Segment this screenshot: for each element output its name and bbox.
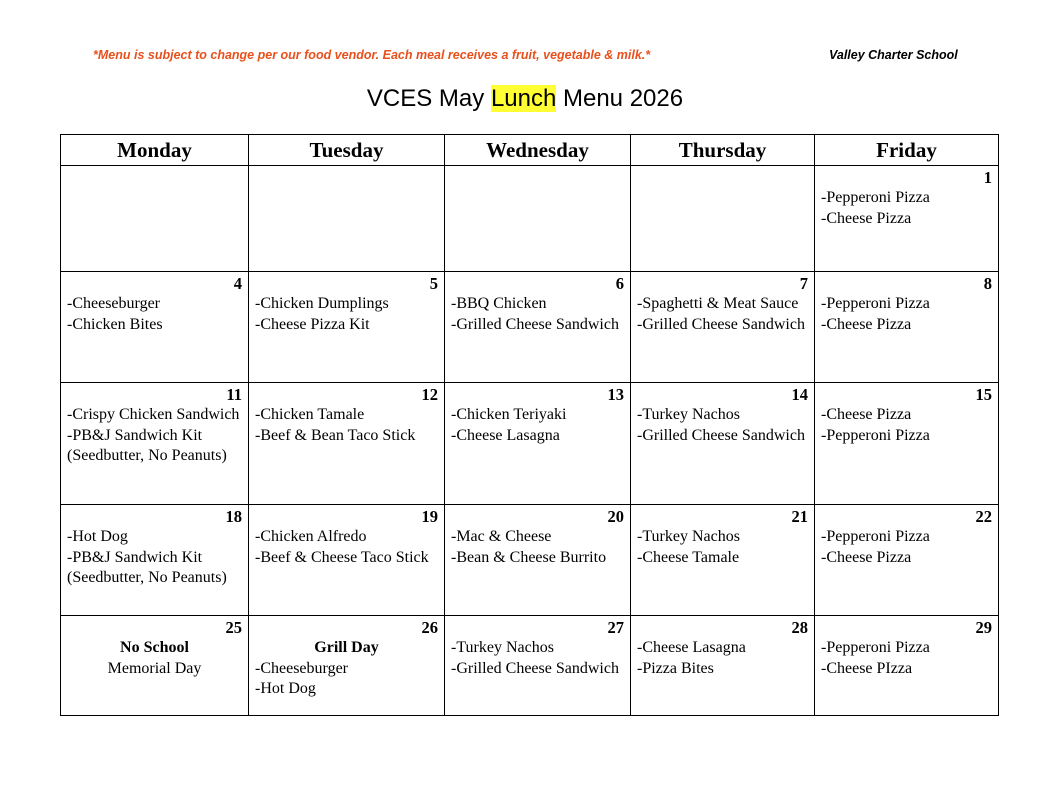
- menu-item: -Cheeseburger: [255, 659, 348, 677]
- day-number: [451, 168, 624, 188]
- day-number: [255, 168, 438, 188]
- day-cell: [815, 383, 999, 505]
- menu-item: -Cheeseburger: [67, 295, 160, 312]
- day-number: 27: [607, 618, 624, 637]
- menu-item: -Grilled Cheese Sandwich: [451, 315, 619, 333]
- day-cell: [61, 383, 249, 505]
- menu-item: -Cheese Lasagna: [637, 639, 746, 656]
- menu-item: -Hot Dog: [255, 680, 316, 697]
- day-number: 14: [791, 385, 808, 404]
- menu-item: -Cheese Pizza: [821, 406, 912, 423]
- menu-item: -Pepperoni Pizza: [821, 528, 930, 545]
- day-cell: [249, 383, 445, 505]
- day-event-title: No School: [120, 639, 189, 656]
- day-cell: [249, 272, 445, 383]
- menu-item: -Turkey Nachos: [451, 639, 554, 656]
- menu-item: -Chicken Teriyaki: [451, 406, 567, 423]
- day-event-title: Grill Day: [314, 639, 379, 656]
- day-cell: [631, 383, 815, 505]
- day-number: 7: [799, 274, 808, 293]
- title-highlight: Lunch: [490, 85, 557, 112]
- day-cell: [815, 272, 999, 383]
- day-number: 21: [791, 507, 808, 526]
- menu-item: -Pizza Bites: [637, 659, 714, 677]
- day-number: 4: [233, 274, 242, 293]
- day-number: 1: [983, 168, 992, 187]
- weekday-header: Tuesday: [249, 135, 445, 166]
- day-number: 5: [429, 274, 438, 293]
- menu-item: -Cheese Tamale: [637, 548, 740, 566]
- day-number: 6: [615, 274, 624, 293]
- page-title: [0, 85, 1050, 113]
- day-cell: [61, 166, 249, 272]
- day-number: 26: [421, 618, 438, 637]
- menu-item: -BBQ Chicken: [451, 295, 547, 312]
- day-cell: [631, 505, 815, 616]
- menu-item: -Grilled Cheese Sandwich: [637, 315, 805, 333]
- day-cell: [445, 383, 631, 505]
- day-cell: [61, 272, 249, 383]
- day-number: [67, 168, 242, 188]
- day-number: 13: [607, 385, 624, 404]
- menu-item: -Pepperoni Pizza: [821, 189, 930, 206]
- week-row: [61, 383, 999, 505]
- menu-item: -Beef & Cheese Taco Stick: [255, 548, 429, 566]
- menu-item: -PB&J Sandwich Kit (Seedbutter, No Peanuts): [67, 548, 227, 586]
- menu-item: -Pepperoni Pizza: [821, 426, 930, 444]
- day-cell: [815, 505, 999, 616]
- menu-item: -Hot Dog: [67, 528, 128, 545]
- week-row: [61, 272, 999, 383]
- day-number: 25: [225, 618, 242, 637]
- day-cell: [631, 616, 815, 716]
- day-number: 15: [975, 385, 992, 404]
- weekday-header: Friday: [815, 135, 999, 166]
- lunch-calendar: [60, 134, 999, 716]
- weekday-header: Wednesday: [445, 135, 631, 166]
- day-cell: [445, 505, 631, 616]
- menu-item: -Turkey Nachos: [637, 528, 740, 545]
- week-row: [61, 616, 999, 716]
- weekday-header: Monday: [61, 135, 249, 166]
- menu-item: -Cheese Lasagna: [451, 426, 560, 444]
- menu-item: -Turkey Nachos: [637, 406, 740, 423]
- menu-item: -Grilled Cheese Sandwich: [637, 426, 805, 444]
- day-cell: [815, 616, 999, 716]
- menu-item: -Chicken Tamale: [255, 406, 365, 423]
- day-number: 12: [421, 385, 438, 404]
- menu-item: -Pepperoni Pizza: [821, 639, 930, 656]
- weekday-header-row: [61, 135, 999, 166]
- menu-item: -Chicken Dumplings: [255, 295, 389, 312]
- day-cell: [445, 272, 631, 383]
- day-cell: [445, 616, 631, 716]
- menu-item: -Cheese PIzza: [821, 659, 913, 677]
- menu-item: -Chicken Bites: [67, 315, 163, 333]
- day-number: 18: [225, 507, 242, 526]
- day-cell: [631, 272, 815, 383]
- day-cell: [631, 166, 815, 272]
- day-number: 29: [975, 618, 992, 637]
- menu-item: -Spaghetti & Meat Sauce: [637, 295, 799, 312]
- menu-item: -Chicken Alfredo: [255, 528, 367, 545]
- week-row: [61, 505, 999, 616]
- day-cell: [249, 505, 445, 616]
- day-cell: [445, 166, 631, 272]
- menu-item: -PB&J Sandwich Kit (Seedbutter, No Peanuts): [67, 426, 227, 464]
- menu-item: -Cheese Pizza Kit: [255, 315, 370, 333]
- menu-item: -Cheese Pizza: [821, 548, 912, 566]
- menu-item: -Pepperoni Pizza: [821, 295, 930, 312]
- school-name: Valley Charter School: [829, 48, 958, 62]
- calendar-body: [61, 166, 999, 716]
- day-cell: [815, 166, 999, 272]
- day-cell: [61, 505, 249, 616]
- day-number: 28: [791, 618, 808, 637]
- day-cell: [249, 616, 445, 716]
- menu-item: -Grilled Cheese Sandwich: [451, 659, 619, 677]
- menu-notice: *Menu is subject to change per our food vendor. Each meal receives a fruit, vegetable & milk.*: [93, 48, 651, 62]
- day-number: 11: [226, 385, 242, 404]
- menu-item: -Mac & Cheese: [451, 528, 552, 545]
- day-event-note: Memorial Day: [107, 659, 202, 677]
- day-number: 20: [607, 507, 624, 526]
- day-cell: [249, 166, 445, 272]
- menu-item: -Cheese Pizza: [821, 315, 912, 333]
- day-number: 22: [975, 507, 992, 526]
- day-cell: [61, 616, 249, 716]
- week-row: [61, 166, 999, 272]
- menu-item: -Beef & Bean Taco Stick: [255, 426, 416, 444]
- menu-item: -Bean & Cheese Burrito: [451, 548, 607, 566]
- weekday-header: Thursday: [631, 135, 815, 166]
- day-number: [637, 168, 808, 188]
- title-part-1: VCES May: [366, 85, 491, 112]
- menu-item: -Crispy Chicken Sandwich: [67, 406, 240, 423]
- title-part-2: Menu 2026: [556, 85, 684, 112]
- menu-item: -Cheese Pizza: [821, 209, 912, 227]
- day-number: 8: [983, 274, 992, 293]
- day-number: 19: [421, 507, 438, 526]
